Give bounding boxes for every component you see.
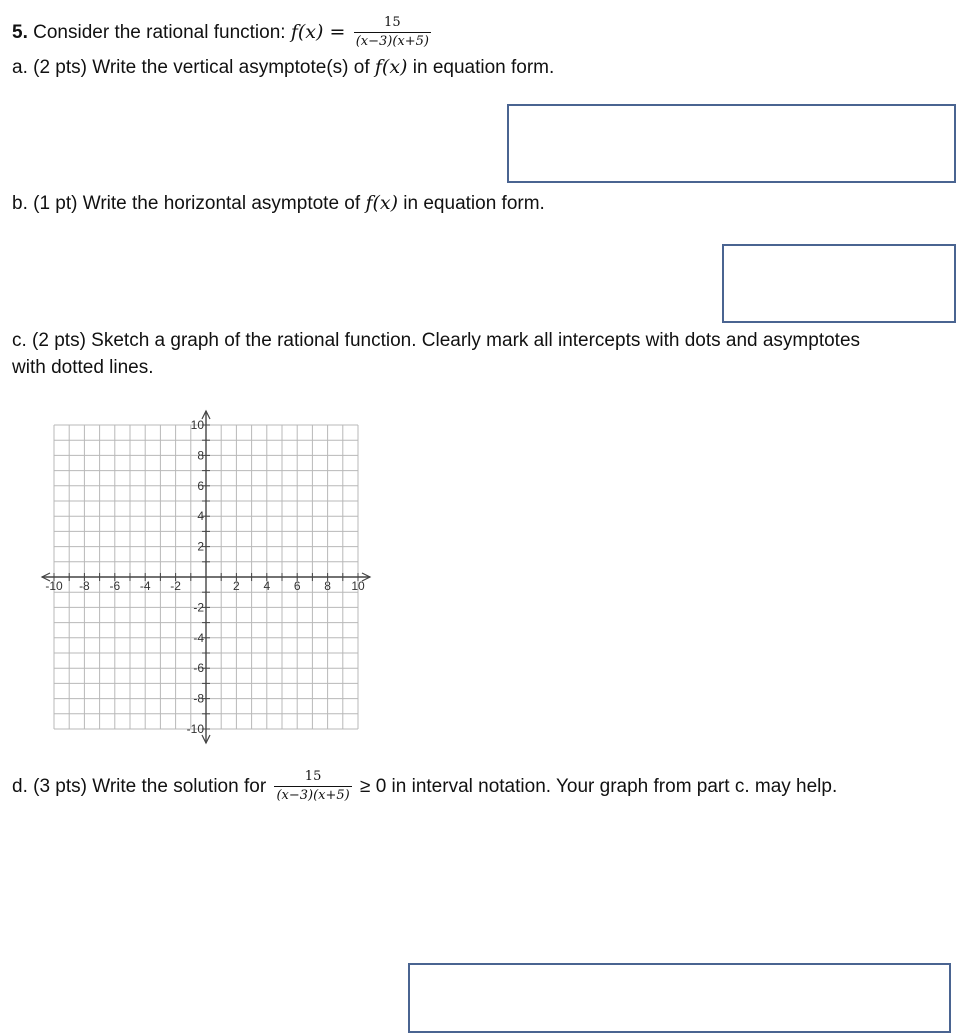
question-intro: Consider the rational function: xyxy=(33,21,286,43)
part-a-text: a. (2 pts) Write the vertical asymptote(s) of xyxy=(12,57,370,78)
part-d-fraction xyxy=(274,770,351,804)
function-denominator: (x−3)(x+5) xyxy=(355,34,429,50)
function-name: f(x) = xyxy=(290,20,346,43)
x-tick-label: 2 xyxy=(233,579,240,593)
y-tick-label: 6 xyxy=(197,478,204,493)
coordinate-grid[interactable] xyxy=(30,403,380,748)
part-b-fx: f(x) xyxy=(365,192,399,214)
function-numerator: 15 xyxy=(354,16,431,33)
question-number: 5. xyxy=(12,21,28,43)
y-tick-label: 10 xyxy=(190,418,204,432)
part-a-fx: f(x) xyxy=(374,56,408,78)
x-tick-label: 6 xyxy=(293,579,301,593)
y-tick-label: -8 xyxy=(193,691,204,706)
part-d-suffix: ≥ 0 in interval notation. Your graph from part c. may help. xyxy=(360,775,838,797)
x-tick-label: -10 xyxy=(45,579,63,593)
x-tick-label: 8 xyxy=(324,579,331,593)
y-tick-label: -6 xyxy=(193,661,204,676)
y-tick-label: -4 xyxy=(193,630,204,645)
part-b-prompt xyxy=(12,191,545,216)
part-c-prompt-line1: c. (2 pts) Sketch a graph of the rational function. Clearly mark all intercepts with dots and asymptotes xyxy=(12,330,861,351)
x-tick-label: -2 xyxy=(170,579,181,593)
x-tick-label: 10 xyxy=(351,579,365,593)
y-tick-label: 8 xyxy=(197,448,204,463)
part-d-numerator: 15 xyxy=(274,770,351,787)
y-tick-label: 4 xyxy=(197,509,204,524)
part-b-text: b. (1 pt) Write the horizontal asymptote of xyxy=(12,193,361,214)
part-a-answer-box[interactable] xyxy=(507,104,956,183)
x-tick-label: -6 xyxy=(109,579,121,593)
x-tick-label: 4 xyxy=(263,579,271,593)
part-a-prompt xyxy=(12,55,554,80)
part-a-suffix: in equation form. xyxy=(412,57,555,78)
x-tick-label: -8 xyxy=(79,579,90,593)
function-fraction xyxy=(354,16,431,50)
y-tick-label: 2 xyxy=(197,539,204,554)
y-tick-label: -10 xyxy=(186,722,204,736)
part-d-prefix: d. (3 pts) Write the solution for xyxy=(12,775,267,797)
part-d-denominator: (x−3)(x+5) xyxy=(276,788,350,804)
coordinate-grid-svg[interactable] xyxy=(30,403,380,748)
x-tick-label: -4 xyxy=(139,579,151,593)
part-c-prompt-line2: with dotted lines. xyxy=(12,357,154,378)
part-d-prompt xyxy=(12,770,837,804)
part-b-suffix: in equation form. xyxy=(403,193,545,214)
part-d-answer-box[interactable] xyxy=(408,963,951,1033)
part-b-answer-box[interactable] xyxy=(722,244,956,323)
y-tick-label: -2 xyxy=(193,600,204,615)
question-header xyxy=(12,16,434,50)
